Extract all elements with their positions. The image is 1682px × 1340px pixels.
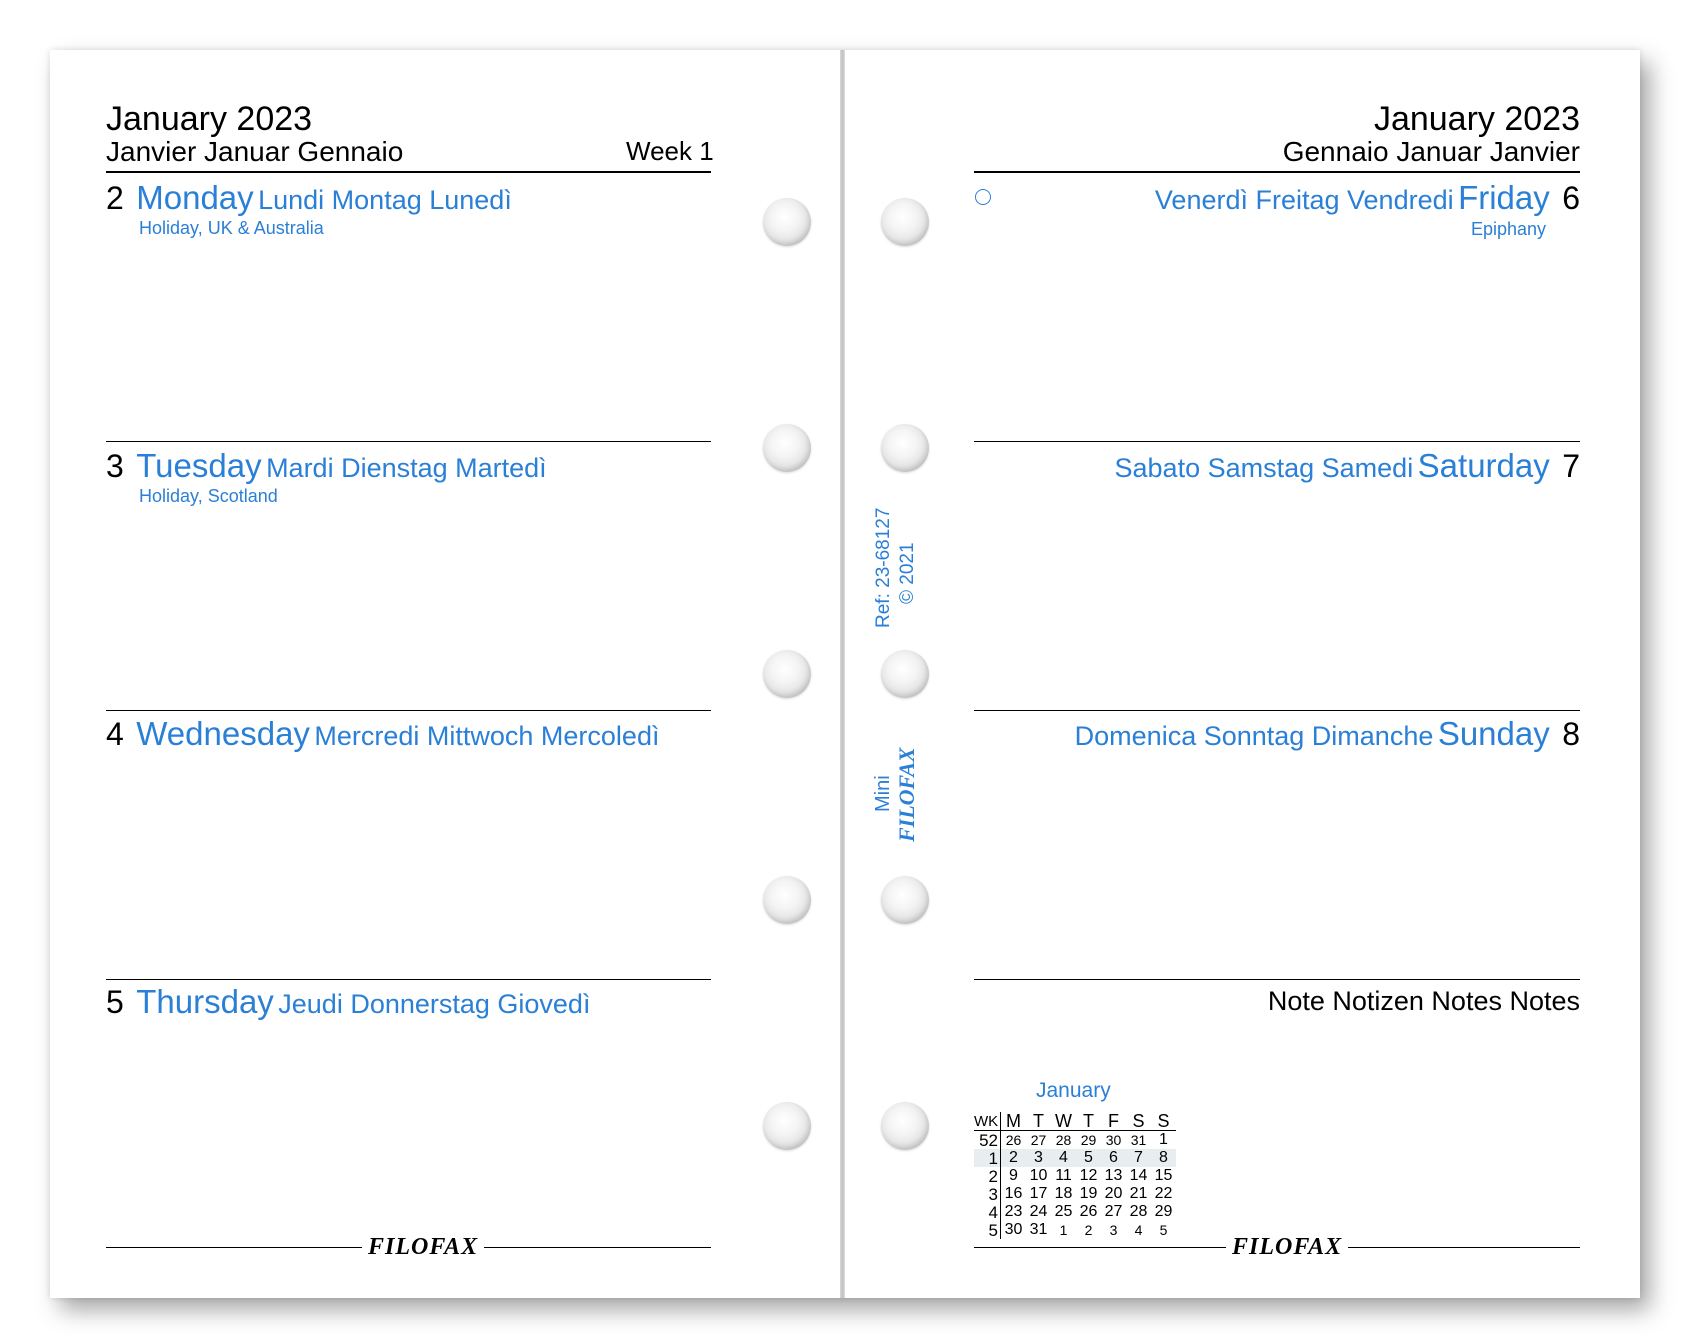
day-name-translations: Lundi Montag Lunedì: [258, 185, 512, 215]
calendar-day[interactable]: 7: [1126, 1149, 1151, 1167]
calendar-day[interactable]: 8: [1151, 1149, 1176, 1167]
day-divider: [106, 979, 711, 980]
calendar-day[interactable]: 3: [1109, 1222, 1118, 1238]
mini-header-day: F: [1108, 1111, 1119, 1131]
calendar-day[interactable]: 24: [1029, 1203, 1048, 1220]
calendar-day[interactable]: 28: [1129, 1203, 1148, 1220]
mini-calendar-week-row-current: [974, 1149, 1176, 1167]
calendar-day[interactable]: 29: [1154, 1203, 1173, 1220]
calendar-day[interactable]: 14: [1129, 1167, 1148, 1184]
calendar-day[interactable]: 22: [1154, 1185, 1173, 1202]
day-name-translations: Domenica Sonntag Dimanche: [1074, 721, 1434, 751]
calendar-day[interactable]: 4: [1051, 1149, 1076, 1167]
binder-hole: [763, 650, 811, 698]
calendar-day[interactable]: 31: [1130, 1132, 1147, 1148]
week-number: 52: [974, 1131, 1001, 1150]
mini-calendar-week-row: [974, 1131, 1176, 1150]
week-label: Week 1: [626, 136, 714, 166]
day-name-translations: Jeudi Donnerstag Giovedì: [278, 989, 591, 1019]
calendar-day[interactable]: 21: [1129, 1185, 1148, 1202]
calendar-day[interactable]: 11: [1055, 1167, 1072, 1184]
mini-calendar-week-row: [974, 1185, 1176, 1203]
calendar-day[interactable]: 4: [1134, 1222, 1143, 1238]
day-number: 2: [106, 180, 124, 216]
day-name: Saturday: [1417, 447, 1550, 484]
day-thursday[interactable]: [106, 985, 590, 1018]
calendar-day[interactable]: 30: [1105, 1132, 1122, 1148]
day-number: 6: [1562, 180, 1580, 216]
day-sunday[interactable]: [1075, 717, 1580, 750]
calendar-day[interactable]: 9: [1009, 1167, 1018, 1184]
holiday-note: Epiphany: [1470, 219, 1546, 239]
binder-hole: [881, 1102, 929, 1150]
copyright-text: © 2021: [897, 542, 918, 604]
right-month-year: January 2023: [1373, 100, 1580, 138]
day-tuesday[interactable]: [106, 449, 547, 482]
filofax-logo: FILOFAX: [362, 1235, 484, 1259]
day-divider: [106, 441, 711, 442]
day-name-translations: Mardi Dienstag Martedì: [266, 453, 547, 483]
week-number: 1: [974, 1149, 1001, 1167]
circle-icon[interactable]: [975, 189, 991, 205]
day-name-translations: Mercredi Mittwoch Mercoledì: [314, 721, 660, 751]
mini-header-day: T: [1033, 1111, 1044, 1131]
binder-hole: [881, 650, 929, 698]
right-month-langs: Gennaio Januar Janvier: [1282, 136, 1580, 167]
calendar-day[interactable]: 29: [1080, 1132, 1097, 1148]
calendar-day[interactable]: 5: [1076, 1149, 1101, 1167]
calendar-day[interactable]: 23: [1004, 1203, 1023, 1220]
day-name-translations: Venerdì Freitag Vendredi: [1154, 185, 1454, 215]
mini-header-day: S: [1157, 1111, 1170, 1131]
day-divider: [974, 441, 1580, 442]
binder-hole: [763, 876, 811, 924]
calendar-day[interactable]: 6: [1101, 1149, 1126, 1167]
calendar-day[interactable]: 26: [1079, 1203, 1098, 1220]
day-name: Thursday: [136, 983, 274, 1020]
binder-hole: [763, 424, 811, 472]
calendar-day[interactable]: 27: [1030, 1132, 1047, 1148]
calendar-day[interactable]: 1: [1059, 1222, 1068, 1238]
mini-header-day: S: [1132, 1111, 1145, 1131]
holiday-note: Holiday, Scotland: [139, 486, 278, 506]
calendar-day[interactable]: 19: [1079, 1185, 1098, 1202]
calendar-day[interactable]: 17: [1029, 1185, 1048, 1202]
day-wednesday[interactable]: [106, 717, 659, 750]
day-number: 7: [1562, 448, 1580, 484]
calendar-day[interactable]: 13: [1104, 1167, 1123, 1184]
mini-calendar-week-row: [974, 1203, 1176, 1221]
mini-header-day: W: [1055, 1111, 1072, 1131]
calendar-day[interactable]: 16: [1004, 1185, 1023, 1202]
day-name: Sunday: [1437, 715, 1550, 752]
notes-heading: Note Notizen Notes Notes: [1267, 986, 1580, 1016]
binder-hole: [881, 876, 929, 924]
mini-calendar-week-row: [974, 1167, 1176, 1185]
calendar-day[interactable]: 1: [1159, 1131, 1168, 1148]
binder-hole: [881, 198, 929, 246]
day-number: 4: [106, 716, 124, 752]
mini-header-day: M: [1006, 1111, 1021, 1131]
right-header-rule: [974, 171, 1580, 173]
week-number: 3: [974, 1185, 1001, 1203]
mini-calendar-month: January: [1036, 1079, 1111, 1102]
left-header-rule: [106, 171, 711, 173]
calendar-day[interactable]: 28: [1055, 1132, 1072, 1148]
calendar-day[interactable]: 30: [1004, 1221, 1023, 1238]
day-divider: [106, 710, 711, 711]
holiday-note: Holiday, UK & Australia: [139, 218, 324, 238]
day-name: Friday: [1458, 179, 1550, 216]
calendar-day[interactable]: 31: [1029, 1221, 1048, 1238]
week-number: 2: [974, 1167, 1001, 1185]
binder-hole: [881, 424, 929, 472]
mini-calendar: [974, 1112, 1176, 1239]
calendar-day[interactable]: 26: [1005, 1132, 1022, 1148]
mini-calendar-week-row: [974, 1221, 1176, 1239]
calendar-day[interactable]: 2: [1001, 1149, 1027, 1167]
calendar-day[interactable]: 3: [1026, 1149, 1051, 1167]
binder-hole: [763, 1102, 811, 1150]
calendar-day[interactable]: 27: [1104, 1203, 1123, 1220]
week-number: 4: [974, 1203, 1001, 1221]
mini-header-day: T: [1083, 1111, 1094, 1131]
calendar-day[interactable]: 5: [1159, 1222, 1168, 1238]
day-divider: [974, 979, 1580, 980]
day-name-translations: Sabato Samstag Samedi: [1114, 453, 1414, 483]
day-saturday[interactable]: [1115, 449, 1580, 482]
reference-number: Ref: 23-68127: [873, 507, 894, 628]
day-number: 8: [1562, 716, 1580, 752]
day-monday[interactable]: [106, 181, 512, 214]
calendar-day[interactable]: 12: [1079, 1167, 1098, 1184]
calendar-day[interactable]: 18: [1054, 1185, 1073, 1202]
spine-brand-logo: FILOFAX: [894, 747, 919, 842]
day-name: Monday: [136, 179, 254, 216]
day-name: Tuesday: [136, 447, 262, 484]
calendar-day[interactable]: 10: [1029, 1167, 1048, 1184]
calendar-day[interactable]: 15: [1154, 1167, 1173, 1184]
binder-hole: [763, 198, 811, 246]
week-number: 5: [974, 1221, 1001, 1239]
day-friday[interactable]: [1155, 181, 1580, 214]
day-divider: [974, 710, 1580, 711]
mini-header-wk: WK: [974, 1112, 1001, 1131]
calendar-day[interactable]: 2: [1084, 1222, 1093, 1238]
left-month-langs: Janvier Januar Gennaio: [106, 136, 404, 167]
filofax-logo: FILOFAX: [1226, 1235, 1348, 1259]
day-name: Wednesday: [136, 715, 310, 752]
size-label: Mini: [872, 775, 894, 812]
calendar-day[interactable]: 25: [1054, 1203, 1073, 1220]
day-number: 5: [106, 984, 124, 1020]
day-number: 3: [106, 448, 124, 484]
left-month-year: January 2023: [106, 100, 313, 138]
calendar-day[interactable]: 20: [1104, 1185, 1123, 1202]
